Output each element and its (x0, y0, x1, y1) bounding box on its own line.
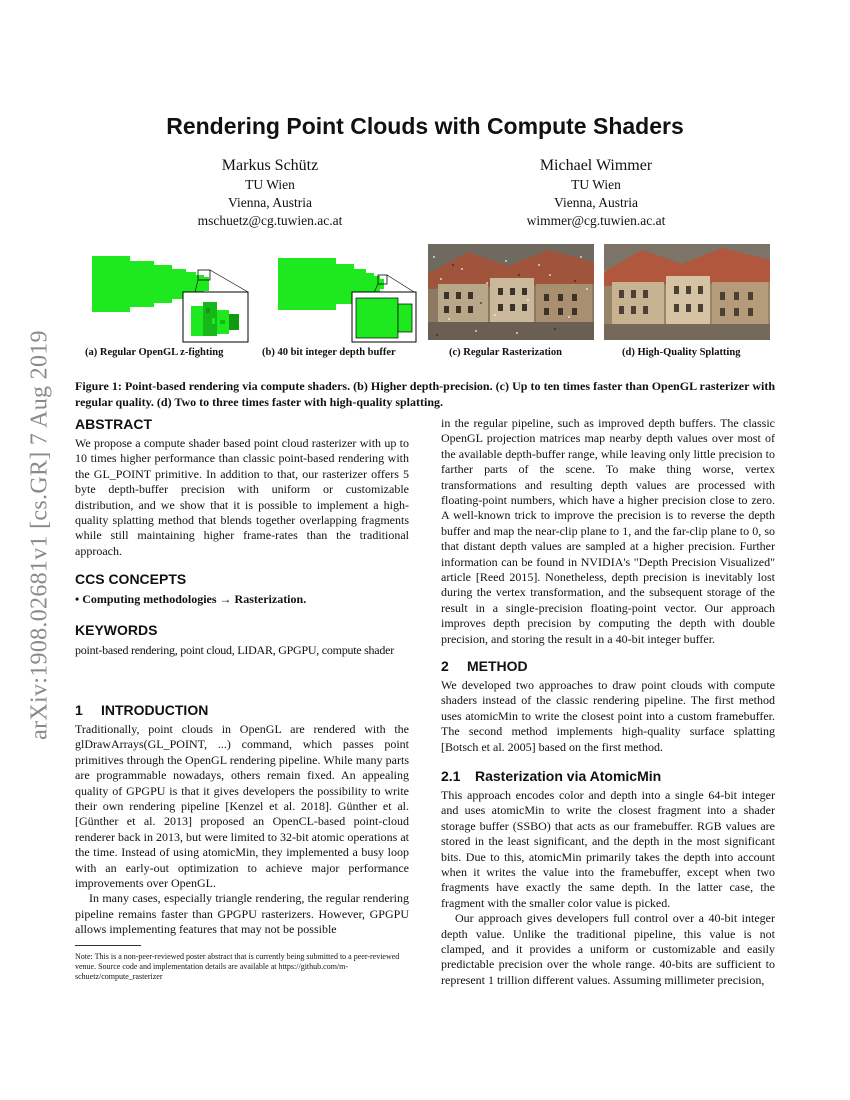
figure-d-high-quality-splatting (604, 244, 770, 340)
author-block (120, 156, 420, 230)
subcaption-c: (c) Regular Rasterization (449, 347, 562, 358)
abstract-heading: ABSTRACT (75, 416, 152, 432)
abstract-text: We propose a compute shader based point cloud rasterizer with up to 10 times higher performance than classic point-based rendering with the GL_POINT primitive. In addition to that, our rasterizer offers 5 byte depth-buffer precision with uniform or customizable distribution, and we show that it is possible to implement a high-quality splatting method that blends together overlapping fragments while still maintaining higher frame-rates than the traditional approach. (75, 436, 409, 558)
author-location: Vienna, Austria (228, 195, 312, 210)
subcaption-a: (a) Regular OpenGL z-fighting (85, 347, 224, 358)
figure-c-regular-rasterization (428, 244, 594, 340)
rasterization-text: This approach encodes color and depth into a single 64-bit integer and uses atomicMin to write the closest fragment into a shader storage buffer (SSBO) that acts as our framebuffer. RGB values are stored in the least significant, and the depth in the most significant bits. Due to this, atomicMin primarily takes the depth into account when it writes the value into the framebuffer, except when two fragments have exactly the same depth. In the latter case, the fragment with the smaller color value is picked. Our approach gives developers full control over a 40-bit integer depth value. Unlike the traditional pipeline, this value is not clamped, and it provides a uniform or customizable and easily predictable precision over the whole range. 40-bits are sufficient to represent 1 trillion different values. Assuming millimeter precision, (441, 788, 775, 987)
method-text: We developed two approaches to draw point clouds with compute shaders instead of the classic rendering pipeline. The first method uses atomicMin to write the closest point into a custom framebuffer. The second method implements high-quality surface splatting [Botsch et al. 2005] based on the first method. (441, 678, 775, 754)
paper-title: Rendering Point Clouds with Compute Shaders (166, 113, 684, 139)
ccs-text: • Computing methodologies → Rasterization. (75, 592, 307, 606)
footnote: Note: This is a non-peer-reviewed poster abstract that is currently being submitted to a peer-reviewed venue. Source code and implementation details are available at https://github.com/m-schuetz/compute_rasterizer (75, 952, 400, 981)
introduction-heading: 1 INTRODUCTION (75, 702, 209, 718)
section-number: 2 (441, 658, 449, 674)
author-affiliation: TU Wien (245, 177, 295, 192)
method-heading: 2 METHOD (441, 658, 528, 674)
subcaption-b: (b) 40 bit integer depth buffer (262, 347, 396, 358)
introduction-continued: in the regular pipeline, such as improved depth buffers. The classic OpenGL projection matrices map nearby depth values over most of the available depth-buffer range, while leaving only little precision to farther parts of the scene. To make thing worse, vertex transformations and resulting depth values are processed with floating-point numbers, which have a higher precision close to zero. A well-known trick to improve the precision is to reverse the depth buffer and map the near-clip plane to 1, and the far-clip plane to 0, so that distant depth values are sampled at a higher precision. Further information can be found in NVIDIA's "Depth Precision Visualized" article [Reed 2015]. Nonetheless, depth precision is inevitably lost during the vertex transformation, and the subsequent storage of the result in a single-precision floating-point vector. Our approach improves depth precision by computing the depth with double precision, and storing the result in a 40-bit integer buffer. (441, 416, 775, 646)
introduction-text: Traditionally, point clouds in OpenGL are rendered with the glDrawArrays(GL_POINT, ...) command, which passes point primitives through the OpenGL rendering pipeline. While many parts are programmable nowadays, others remain fixed. An appealing quality of GPGPU is that it gives developers the possibility to write their own rendering pipeline [Kenzel et al. 2018]. Günther et al. [Günther et al. 2013] proposed an OpenCL-based point-cloud renderer back in 2013, but were limited to 32-bit atomic operations at the time. Instead of using atomicMin, they implemented a busy loop with an early-out optimization to achieve major performance improvements over OpenGL. In many cases, especially triangle rendering, the regular rendering pipeline remains faster than GPGPU rasterizers. However, GPGPU allows implementing features that may not be possible (75, 722, 409, 937)
section-number: 1 (75, 702, 83, 718)
keywords-heading: KEYWORDS (75, 622, 158, 638)
author-affiliation: TU Wien (571, 177, 621, 192)
author-block (446, 156, 746, 230)
subcaption-d: (d) High-Quality Splatting (622, 347, 741, 358)
arxiv-watermark: arXiv:1908.02681v1 [cs.GR] 7 Aug 2019 (26, 330, 53, 740)
rasterization-heading: 2.1 Rasterization via AtomicMin (441, 768, 662, 784)
ccs-heading: CCS CONCEPTS (75, 571, 187, 587)
author-location: Vienna, Austria (554, 195, 638, 210)
author-email: wimmer@cg.tuwien.ac.at (526, 213, 666, 228)
figure-b-40bit-depth (270, 244, 420, 344)
author-name: Markus Schütz (221, 157, 319, 174)
figure-caption: Figure 1: Point-based rendering via compute shaders. (b) Higher depth-precision. (c) Up to ten times faster than OpenGL rasterizer with regular quality. (d) Two to three times faster with high-quality splatting. (75, 379, 775, 409)
keywords-text: point-based rendering, point cloud, LIDAR, GPGPU, compute shader (75, 643, 394, 657)
subsection-number: 2.1 (441, 768, 461, 784)
author-email: mschuetz@cg.tuwien.ac.at (197, 213, 343, 228)
footnote-rule (75, 945, 141, 946)
author-name: Michael Wimmer (539, 157, 653, 174)
figure-a-zfighting (88, 244, 253, 344)
